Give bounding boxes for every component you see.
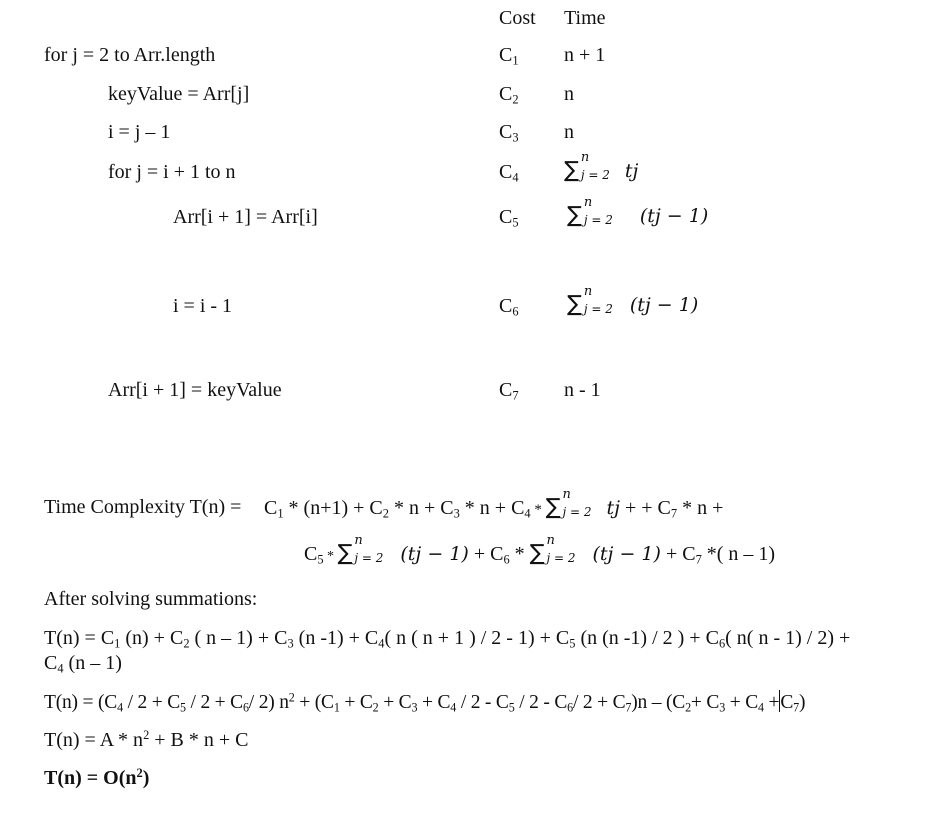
cost-c7: $C_7$ [499, 379, 519, 403]
code-line-shift: Arr[i + 1] = Arr[i] [173, 206, 318, 228]
cost-column-header: Cost [499, 7, 536, 29]
time-row-7: n - 1 [564, 379, 601, 401]
code-line-outer-loop: for j = 2 to Arr.length [44, 44, 216, 66]
big-o-result: $T(n) = O(n^2)$ [44, 766, 150, 789]
cost-c4: $C_4$ [499, 161, 519, 185]
expanded-equation-line-2: $C_4$ (n – 1) [44, 652, 122, 676]
code-line-inner-loop: for j = i + 1 to n [108, 161, 236, 183]
simplified-equation: $T(n) = A * n^2 + B * n + C$ [44, 728, 249, 751]
sigma-symbol: ∑ [564, 158, 579, 183]
time-row-4-summation: ∑ n j = 2 tj [564, 150, 639, 183]
time-complexity-formula-line-2: $C_5$ * ∑ n j = 2 $(tj - 1) + C_6$ * ∑ n j = 2 $(tj - 1) + C_7$ *( n – 1) [304, 533, 776, 567]
cost-c1: $C_1$ [499, 44, 519, 68]
cost-c5: $C_5$ [499, 206, 519, 230]
time-row-3: n [564, 121, 574, 143]
code-line-decrement: i = i - 1 [173, 295, 233, 317]
expanded-equation-line-1: $T(n) = C_1$ $(n) + C_2$ ( $n - 1) + C_3$ (n $-1) + C_4$( n ( n + 1 ) / $2 - 1) + C_5$ (n (n -1) / 2 ) + $C_6$( n( n - 1) / 2) + [44, 627, 851, 651]
code-line-insert-key: Arr[i + 1] = keyValue [108, 379, 282, 401]
code-line-i-assign: i = j – 1 [108, 121, 171, 143]
time-row-1: n + 1 [564, 44, 606, 66]
time-row-6-summation: ∑ n j = 2 (tj − 1) [567, 284, 699, 317]
time-column-header: Time [564, 7, 606, 29]
time-complexity-label: Time Complexity T(n) = [44, 496, 242, 518]
time-row-2: n [564, 83, 574, 105]
collected-terms-equation: $T(n) = (C_4 / 2 + C_5 / 2 + C_6/$ 2) $n^2 + (C_1 + C_2 + C_3 + C_4 / 2 - C_5 / 2 - C_6/$ $2 + C_7)n - (C_2+ C_3 + C_4 +C_7)$ [44, 690, 806, 715]
cost-c3: $C_3$ [499, 121, 519, 145]
time-row-5-summation: ∑ n j = 2 (tj − 1) [567, 195, 709, 228]
cost-c6: $C_6$ [499, 295, 519, 319]
after-solving-heading: After solving summations: [44, 588, 258, 610]
code-line-keyvalue: keyValue = Arr[j] [108, 83, 250, 105]
cost-c2: $C_2$ [499, 83, 519, 107]
time-complexity-formula-line-1: $C_1 * (n+1) + C_2 * n + C_3 * n + C_4$ * ∑ n j = 2 tj + + $C_7$ * n + [264, 487, 724, 521]
